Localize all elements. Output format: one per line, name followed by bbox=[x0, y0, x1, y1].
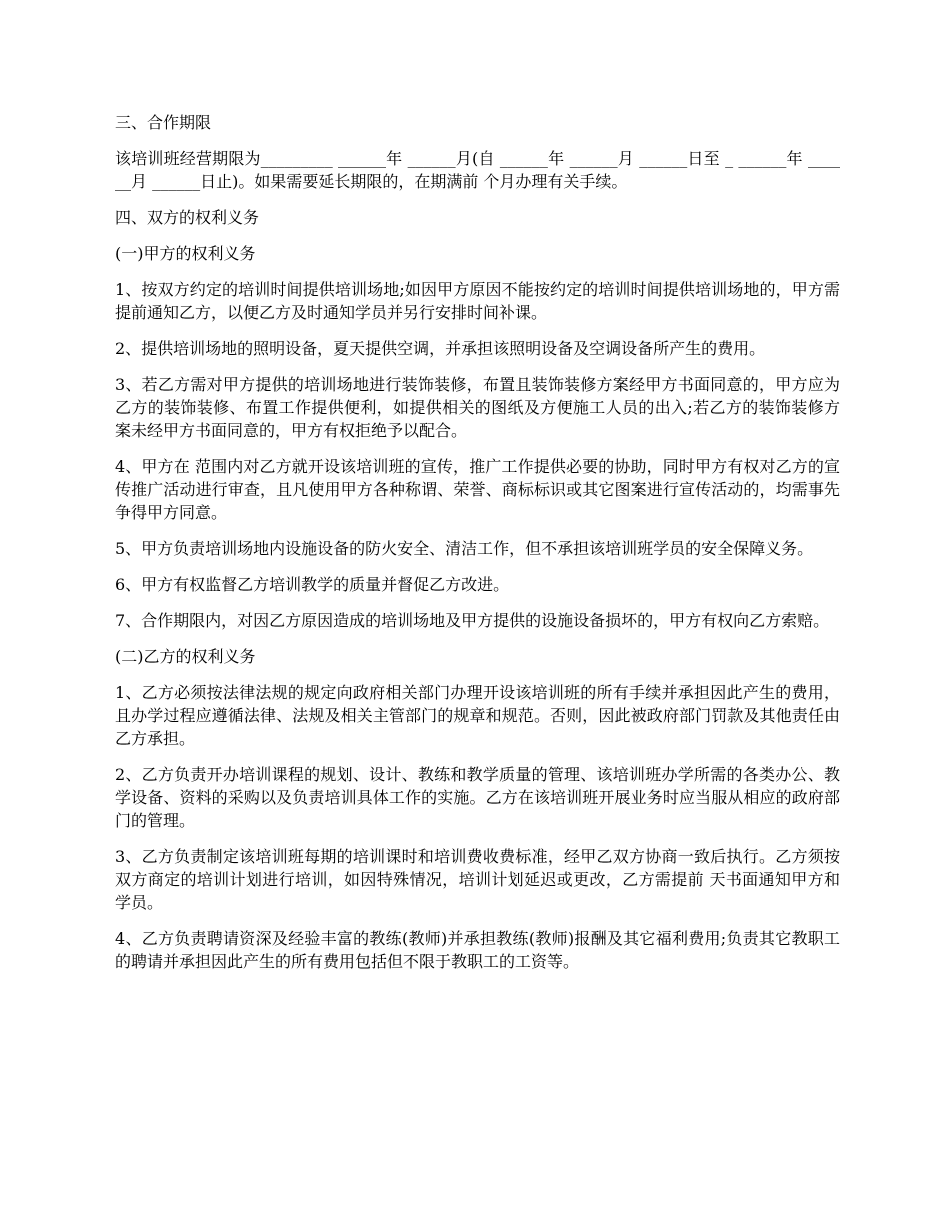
party-a-heading: (一)甲方的权利义务 bbox=[115, 244, 256, 263]
party-b-item-2: 2、乙方负责开办培训课程的规划、设计、教练和教学质量的管理、该培训班办学所需的各类办公、教学设备、资料的采购以及负责培训具体工作的实施。乙方在该培训班开展业务时应当服从相应的政府部门的管理。 bbox=[115, 765, 840, 830]
party-a-item-7: 7、合作期限内，对因乙方原因造成的培训场地及甲方提供的设施设备损坏的，甲方有权向乙方索赔。 bbox=[115, 611, 830, 630]
party-a-item-1: 1、按双方约定的培训时间提供培训场地;如因甲方原因不能按约定的培训时间提供培训场地的，甲方需提前通知乙方，以便乙方及时通知学员并另行安排时间补课。 bbox=[115, 280, 840, 322]
party-a-item-6: 6、甲方有权监督乙方培训教学的质量并督促乙方改进。 bbox=[115, 575, 510, 594]
party-a-item-2: 2、提供培训场地的照明设备，夏天提供空调，并承担该照明设备及空调设备所产生的费用。 bbox=[115, 339, 766, 358]
party-a-item-5: 5、甲方负责培训场地内设施设备的防火安全、清洁工作，但不承担该培训班学员的安全保障义务。 bbox=[115, 539, 814, 558]
party-a-item-4: 4、甲方在 范围内对乙方就开设该培训班的宣传，推广工作提供必要的协助，同时甲方有权对乙方的宣传推广活动进行审查，且凡使用甲方各种称谓、荣誉、商标标识或其它图案进行宣传活动的，均需事先争得甲方同意。 bbox=[115, 457, 840, 522]
section-3-heading: 三、合作期限 bbox=[115, 113, 212, 132]
cooperation-term-paragraph: 该培训班经营期限为_________ ______年 ______月(自 ______年 ______月 ______日至 _ ______年 ______月 ______日止)。如果需要延长期限的，在期满前 个月办理有关手续。 bbox=[115, 149, 840, 191]
party-a-item-3: 3、若乙方需对甲方提供的培训场地进行装饰装修，布置且装饰装修方案经甲方书面同意的，甲方应为乙方的装饰装修、布置工作提供便利，如提供相关的图纸及方便施工人员的出入;若乙方的装饰装修方案未经甲方书面同意的，甲方有权拒绝予以配合。 bbox=[115, 375, 840, 440]
section-4-heading: 四、双方的权利义务 bbox=[115, 208, 260, 227]
party-b-item-3: 3、乙方负责制定该培训班每期的培训课时和培训费收费标准，经甲乙双方协商一致后执行。乙方须按双方商定的培训计划进行培训，如因特殊情况，培训计划延迟或更改，乙方需提前 天书面通知甲方和学员。 bbox=[115, 847, 840, 912]
party-b-heading: (二)乙方的权利义务 bbox=[115, 647, 256, 666]
document-page bbox=[115, 111, 840, 986]
party-b-item-1: 1、乙方必须按法律法规的规定向政府相关部门办理开设该培训班的所有手续并承担因此产生的费用，且办学过程应遵循法律、法规及相关主管部门的规章和规范。否则，因此被政府部门罚款及其他责任由乙方承担。 bbox=[115, 683, 840, 748]
party-b-item-4: 4、乙方负责聘请资深及经验丰富的教练(教师)并承担教练(教师)报酬及其它福利费用;负责其它教职工的聘请并承担因此产生的所有费用包括但不限于教职工的工资等。 bbox=[115, 929, 840, 971]
